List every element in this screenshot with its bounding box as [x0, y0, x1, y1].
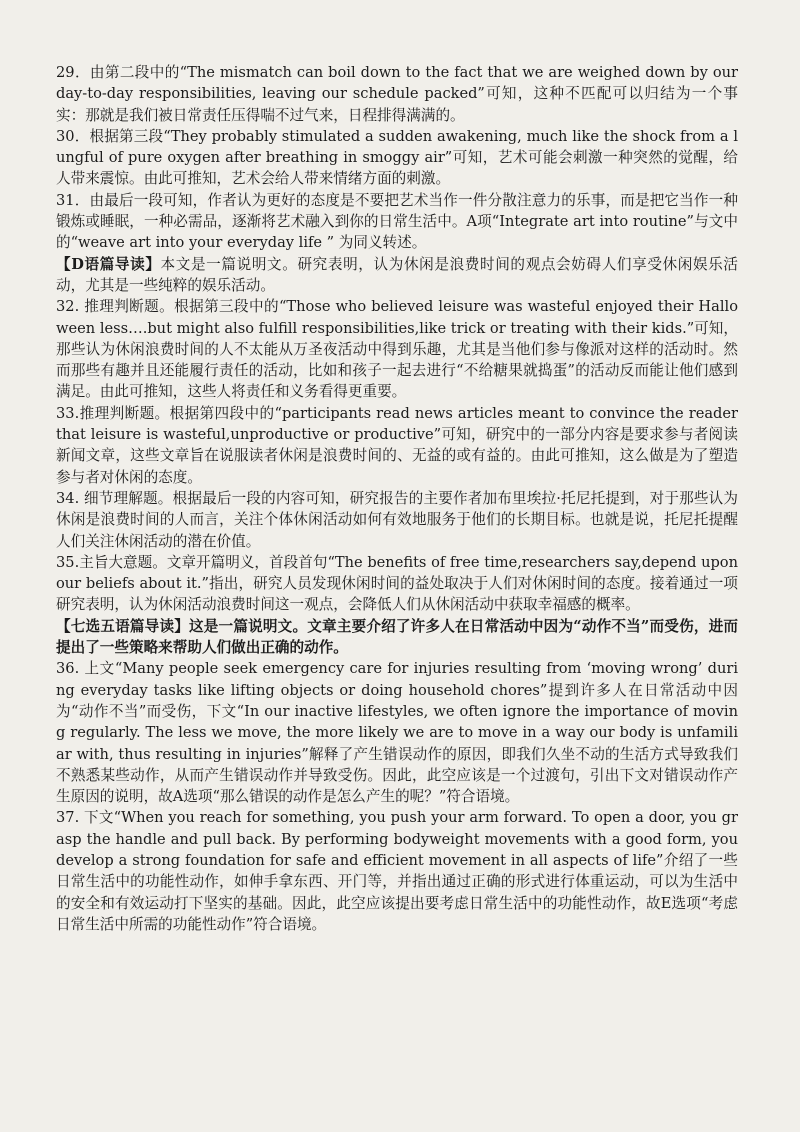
paragraph-q29: 29．由第二段中的“The mismatch can boil down to the fact that we are weighed down by our day-to-day responsibilities, leaving our schedule packed”可知，这种不匹配可以归结为一个事实：那就是我们被日常责任压得喘不过气来，日程排得满满的。	[56, 64, 738, 124]
paragraph-seven-choose-five-intro: 【七选五语篇导读】这是一篇说明文。文章主要介绍了许多人在日常活动中因为“动作不当”而受伤，进而提出了一些策略来帮助人们做出正确的动作。	[56, 617, 738, 657]
paragraph-q31: 31．由最后一段可知，作者认为更好的态度是不要把艺术当作一件分散注意力的乐事，而是把它当作一种锻炼或睡眠，一种必需品，逐渐将艺术融入到你的日常生活中。A项“Integrate art into routine”与文中的“weave art into your everyday life ” 为同义转述。	[56, 191, 738, 252]
paragraph-q34: 34. 细节理解题。根据最后一段的内容可知，研究报告的主要作者加布里埃拉·托尼托提到，对于那些认为休闲是浪费时间的人而言，关注个体休闲活动如何有效地服务于他们的长期目标。也就是说，托尼托提醒人们关注休闲活动的潜在价值。	[56, 489, 738, 550]
section-label-d: 【D语篇导读】	[56, 255, 161, 273]
paragraph-q36: 36. 上文“Many people seek emergency care for injuries resulting from ‘moving wrong’ during everyday tasks like lifting objects or doing household chores”提到许多人在日常活动中因为“动作不当”而受伤，下文“In our inactive lifestyles, we often ignore the importance of moving regularly. The less we move, the more likely we are to move in a way our body is unfamiliar with, thus resulting in injuries”解释了产生错误动作的原因，即我们久坐不动的生活方式导致我们不熟悉某些动作，从而产生错误动作并导致受伤。因此，此空应该是一个过渡句，引出下文对错误动作产生原因的说明，故A选项“那么错误的动作是怎么产生的呢？”符合语境。	[56, 660, 738, 806]
paragraph-q37: 37. 下文“When you reach for something, you push your arm forward. To open a door, you grasp the handle and pull back. By performing bodyweight movements with a good form, you develop a strong foundation for safe and efficient movement in all aspects of life”介绍了一些日常生活中的功能性动作，如伸手拿东西、开门等，并指出通过正确的形式进行体重运动，可以为生活中的安全和有效运动打下坚实的基础。因此，此空应该提出要考虑日常生活中的功能性动作，故E选项“考虑日常生活中所需的功能性动作”符合语境。	[56, 809, 738, 933]
paragraph-q35: 35.主旨大意题。文章开篇明义，首段首句“The benefits of free time,researchers say,depend upon our beliefs about it.”指出，研究人员发现休闲时间的益处取决于人们对休闲时间的态度。接着通过一项研究表明，认为休闲活动浪费时间这一观点，会降低人们从休闲活动中获取幸福感的概率。	[56, 553, 738, 614]
paragraph-q32: 32. 推理判断题。根据第三段中的“Those who believed leisure was wasteful enjoyed their Halloween less….but might also fulfill responsibilities,like trick or treating with their kids.”可知，那些认为休闲浪费时间的人不太能从万圣夜活动中得到乐趣，尤其是当他们参与像派对这样的活动时。然而那些有趣并且还能履行责任的活动，比如和孩子一起去进行“不给糖果就捣蛋”的活动反而能让他们感到满足。由此可推知，这些人将责任和义务看得更重要。	[56, 298, 738, 401]
paragraph-q30: 30．根据第三段“They probably stimulated a sudden awakening, much like the shock from a lungful of pure oxygen after breathing in smoggy air”可知，艺术可能会刺激一种突然的觉醒，给人带来震惊。由此可推知，艺术会给人带来情绪方面的刺激。	[56, 127, 738, 188]
paragraph-q33: 33.推理判断题。根据第四段中的“participants read news articles meant to convince the reader that leisure is wasteful,unproductive or productive”可知，研究中的一部分内容是要求参与者阅读新闻文章，这些文章旨在说服读者休闲是浪费时间的、无益的或有益的。由此可推知，这么做是为了塑造参与者对休闲的态度。	[56, 404, 738, 486]
paragraph-d-passage-intro: 【D语篇导读】本文是一篇说明文。研究表明，认为休闲是浪费时间的观点会妨碍人们享受休闲娱乐活动，尤其是一些纯粹的娱乐活动。	[56, 255, 738, 294]
